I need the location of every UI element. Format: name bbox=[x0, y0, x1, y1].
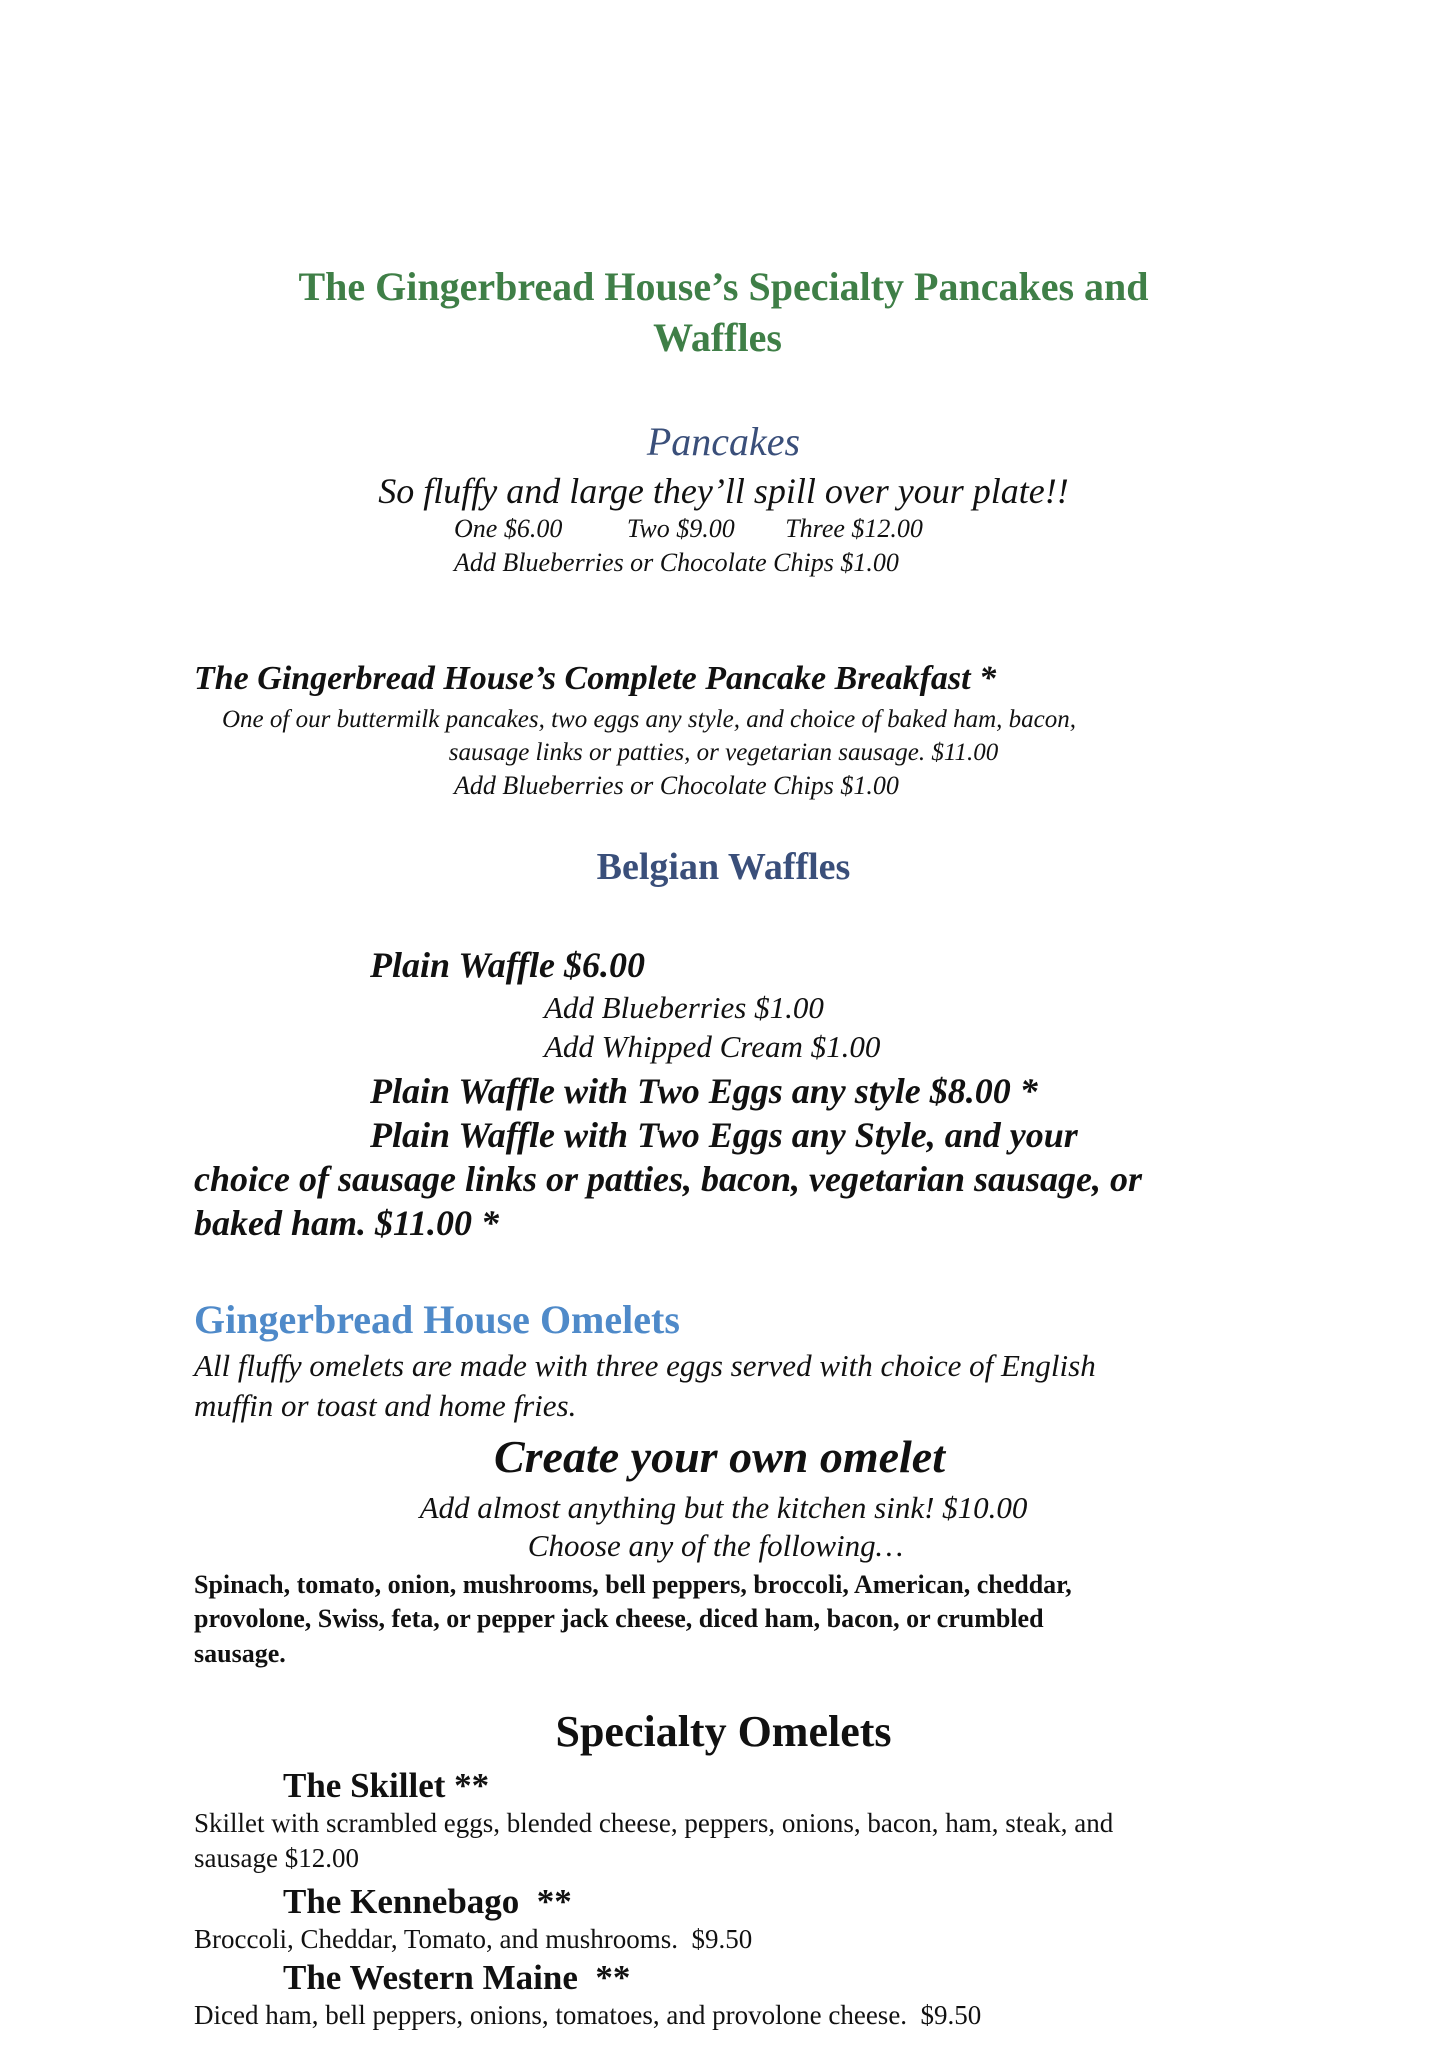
price-two: Two $9.00 bbox=[626, 514, 735, 543]
omelets-heading: Gingerbread House Omelets bbox=[194, 1297, 680, 1342]
specialty-item-desc: Broccoli, Cheddar, Tomato, and mushrooms. $9.50 bbox=[194, 1924, 753, 1954]
price-one: One $6.00 bbox=[454, 514, 563, 543]
create-omelet-choose: Choose any of the following… bbox=[527, 1528, 904, 1563]
menu-title-line2: Waffles bbox=[653, 315, 782, 360]
pancakes-price-row bbox=[454, 514, 923, 544]
omelet-ingredients-line3: sausage. bbox=[194, 1639, 286, 1668]
specialty-item-name: The Kennebago ** bbox=[283, 1882, 572, 1921]
complete-breakfast-desc-line1: One of our buttermilk pancakes, two eggs any style, and choice of baked ham, bacon, bbox=[222, 706, 1076, 733]
waffles-heading: Belgian Waffles bbox=[596, 846, 851, 888]
omelet-ingredients-line2: provolone, Swiss, feta, or pepper jack cheese, diced ham, bacon, or crumbled bbox=[194, 1604, 1044, 1633]
waffle-addon-cream: Add Whipped Cream $1.00 bbox=[544, 1029, 881, 1064]
omelets-desc-line2: muffin or toast and home fries. bbox=[194, 1388, 577, 1423]
specialty-item-desc: Skillet with scrambled eggs, blended cheese, peppers, onions, bacon, ham, steak, and bbox=[194, 1808, 1114, 1838]
complete-breakfast-desc-line2: sausage links or patties, or vegetarian sausage. $11.00 bbox=[448, 739, 999, 766]
specialty-item-desc: sausage $12.00 bbox=[194, 1843, 359, 1873]
omelet-ingredients-line1: Spinach, tomato, onion, mushrooms, bell peppers, broccoli, American, cheddar, bbox=[194, 1570, 1072, 1599]
omelets-desc-line1: All fluffy omelets are made with three eggs served with choice of English bbox=[194, 1348, 1096, 1383]
create-omelet-sub: Add almost anything but the kitchen sink! $10.00 bbox=[419, 1490, 1028, 1525]
specialty-item-name: The Western Maine ** bbox=[283, 1958, 631, 1997]
waffle-two-eggs: Plain Waffle with Two Eggs any style $8.00 * bbox=[370, 1071, 1038, 1111]
specialty-heading: Specialty Omelets bbox=[555, 1707, 892, 1756]
complete-breakfast-addon: Add Blueberries or Chocolate Chips $1.00 bbox=[454, 771, 899, 800]
specialty-item-desc: Diced ham, bell peppers, onions, tomatoes, and provolone cheese. $9.50 bbox=[194, 2000, 982, 2030]
waffle-combo-line3: baked ham. $11.00 * bbox=[194, 1203, 500, 1243]
price-three: Three $12.00 bbox=[785, 514, 923, 543]
specialty-item-name: The Skillet ** bbox=[283, 1766, 490, 1805]
waffle-combo-line2: choice of sausage links or patties, bacon, vegetarian sausage, or bbox=[194, 1159, 1143, 1199]
pancakes-heading: Pancakes bbox=[646, 419, 801, 464]
waffle-addon-blueberries: Add Blueberries $1.00 bbox=[544, 990, 824, 1025]
complete-breakfast-title: The Gingerbread House’s Complete Pancake Breakfast * bbox=[194, 660, 997, 697]
pancakes-addon: Add Blueberries or Chocolate Chips $1.00 bbox=[454, 548, 899, 577]
waffle-plain: Plain Waffle $6.00 bbox=[370, 945, 646, 985]
create-omelet-title: Create your own omelet bbox=[493, 1431, 946, 1482]
menu-title-line1: The Gingerbread House’s Specialty Pancakes and bbox=[298, 264, 1149, 309]
pancakes-tagline: So fluffy and large they’ll spill over your plate!! bbox=[378, 471, 1069, 511]
waffle-combo-line1: Plain Waffle with Two Eggs any Style, and your bbox=[370, 1115, 1078, 1155]
